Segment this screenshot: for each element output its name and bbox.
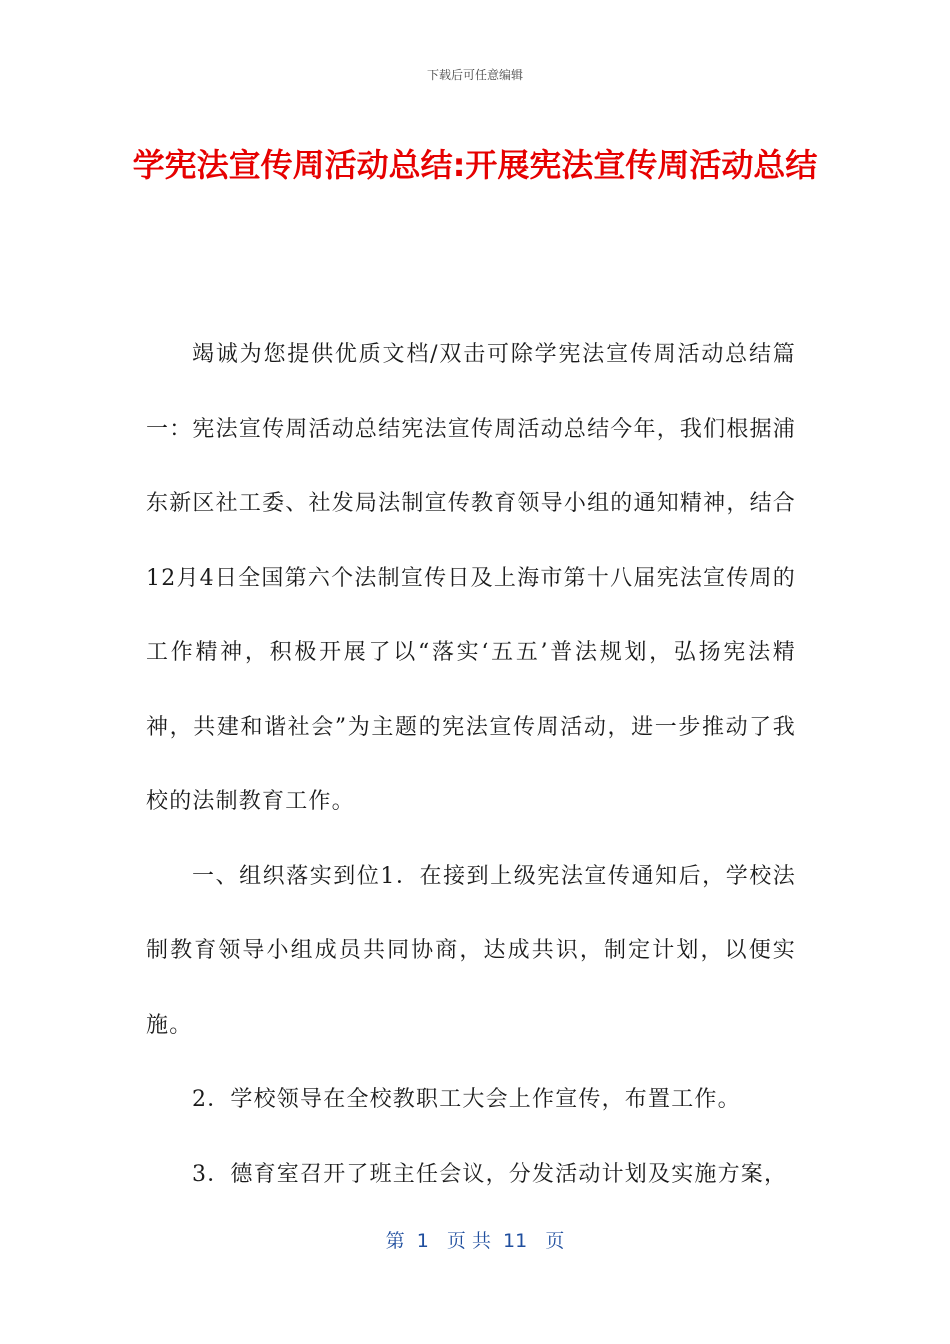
page-header-note: 下载后可任意编辑 <box>426 68 523 82</box>
document-title: 学宪法宣传周活动总结:开展宪法宣传周活动总结 <box>132 146 818 184</box>
body-paragraph-4: 3．德育室召开了班主任会议，分发活动计划及实施方案， <box>192 1161 788 1187</box>
document-body <box>146 318 796 1212</box>
page-number-footer: 第 1 页 共 11 页 <box>385 1230 565 1252</box>
body-paragraph-3: 2．学校领导在全校教职工大会上作宣传，布置工作。 <box>192 1087 741 1112</box>
body-paragraph-2: 一、组织落实到位1．在接到上级宪法宣传通知后，学校法制教育领导小组成员共同协商，达成共识，制定计划，以便实施。 <box>146 863 796 1038</box>
body-paragraph-1: 竭诚为您提供优质文档/双击可除学宪法宣传周活动总结篇一：宪法宣传周活动总结宪法宣传周活动总结今年，我们根据浦东新区社工委、社发局法制宣传教育领导小组的通知精神，结合12月4日全国第六个法制宣传日及上海市第十八届宪法宣传周的工作精神，积极开展了以“落实‘五五’普法规划，弘扬宪法精神，共建和谐社会”为主题的宪法宣传周活动，进一步推动了我校的法制教育工作。 <box>146 342 796 814</box>
